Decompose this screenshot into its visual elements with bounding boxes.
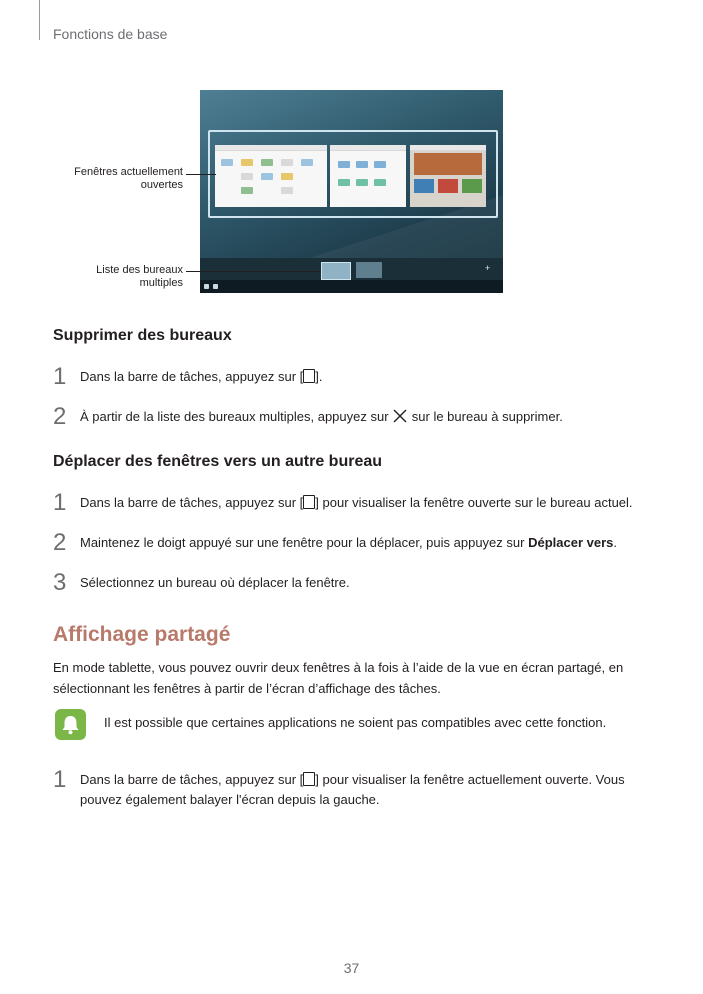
section-title-split-view: Affichage partagé (53, 623, 231, 646)
header-rule (39, 0, 40, 40)
open-windows-highlight (208, 130, 498, 218)
step-text: Maintenez le doigt appuyé sur une fenêtre pour la déplacer, puis appuyez sur Déplacer vers. (80, 535, 617, 550)
step-number: 1 (53, 489, 67, 516)
desktop-list-bar (200, 258, 503, 280)
new-desktop-icon[interactable]: + (485, 263, 491, 273)
note-bell-icon (55, 709, 86, 740)
start-icon[interactable] (204, 284, 209, 289)
step-number: 2 (53, 403, 67, 430)
heading-delete-desktops: Supprimer des bureaux (53, 327, 232, 344)
step-text: Dans la barre de tâches, appuyez sur [ ] pour visualiser la fenêtre ouverte sur le bureau actuel. (80, 495, 633, 510)
page-number: 37 (343, 960, 360, 976)
step-text: Dans la barre de tâches, appuyez sur [ ]. (80, 369, 323, 384)
search-icon[interactable] (213, 284, 218, 289)
step-number: 1 (53, 766, 67, 793)
step-number: 2 (53, 529, 67, 556)
step-text: Dans la barre de tâches, appuyez sur [ ] pour visualiser la fenêtre actuellement ouverte. Vous pouvez également balayer l'écran depuis la gauche. (80, 772, 625, 807)
task-view-screenshot (200, 90, 503, 293)
intro-paragraph: En mode tablette, vous pouvez ouvrir deux fenêtres à la fois à l’aide de la vue en écran partagé, en sélectionnant les fenêtres à partir de l’écran d’affichage des tâches. (53, 660, 624, 696)
step-text: À partir de la liste des bureaux multiples, appuyez sur sur le bureau à supprimer. (80, 409, 563, 424)
callout-leader (186, 271, 321, 272)
callout-leader (186, 174, 216, 175)
desktop-thumbnail[interactable] (356, 262, 382, 278)
callout-open-windows: Fenêtres actuellement ouvertes (74, 166, 183, 191)
task-view-icon (303, 772, 315, 786)
task-view-icon (303, 495, 315, 509)
taskbar (200, 280, 503, 293)
task-view-icon (303, 369, 315, 383)
step-text: Sélectionnez un bureau où déplacer la fenêtre. (80, 575, 350, 590)
desktop-thumbnail-current[interactable] (321, 262, 351, 280)
heading-move-windows: Déplacer des fenêtres vers un autre bureau (53, 453, 383, 470)
close-icon (392, 408, 408, 424)
page-header: Fonctions de base (53, 26, 168, 42)
note-text: Il est possible que certaines applications ne soient pas compatibles avec cette fonction. (104, 715, 607, 730)
callout-desktop-list: Liste des bureaux multiples (96, 264, 183, 289)
step-number: 3 (53, 569, 67, 596)
step-number: 1 (53, 363, 67, 390)
